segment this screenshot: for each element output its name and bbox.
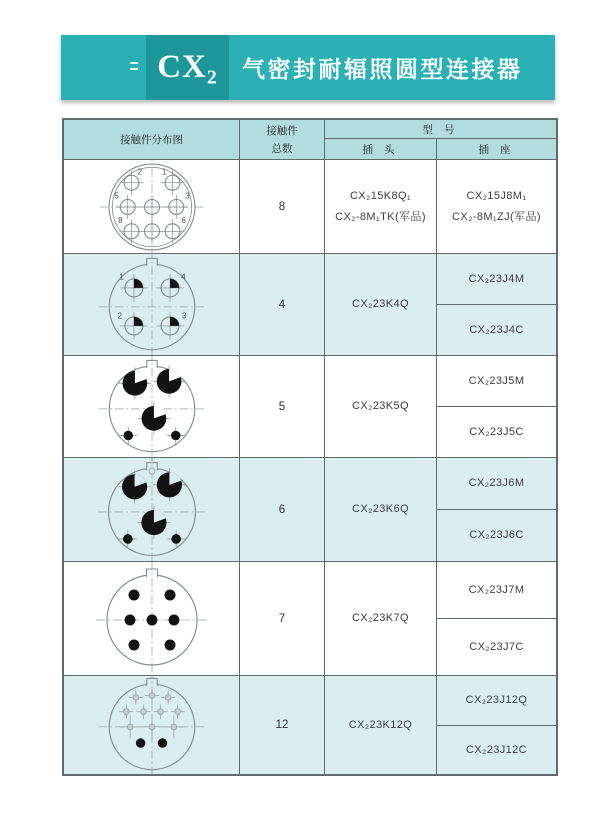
svg-text:1: 1 [118,271,124,281]
socket-model: CX₂23J5M [437,356,556,407]
header-band [61,35,555,100]
socket-model-cell [437,458,556,561]
header-model-split [325,139,556,159]
connector-diagram-6pin [94,458,210,561]
diagram-cell [64,676,240,774]
socket-model: CX₂23J4M [437,254,556,305]
diagram-cell [64,458,240,561]
page-title: 气密封耐辐照圆型连接器 [242,56,523,82]
table-header [64,120,556,160]
svg-text:3: 3 [181,310,187,320]
plug-model-cell [325,160,437,253]
contact-count: 4 [240,254,325,355]
socket-model-cell [437,356,556,457]
contact-count: 6 [240,458,325,561]
plug-model: CX₂23K6Q [325,458,437,561]
plug-model: CX₂15K8Q₁ [349,189,412,202]
socket-model: CX₂23J7M [437,562,556,619]
product-code-box [146,35,229,100]
contact-count: 5 [240,356,325,457]
header-contact-line2: 总数 [271,143,293,155]
product-code: CX₂ [157,49,218,85]
plug-model: CX₂-8M₁TK(军品) [335,211,426,223]
diagram-cell [64,160,240,253]
contact-count: 8 [240,160,325,253]
connector-diagram-7pin [92,562,212,675]
socket-model: CX₂23J6M [437,458,556,510]
socket-model: CX₂23J12C [465,743,528,756]
header-model-group [325,120,556,159]
header-model: 型 号 [325,120,556,139]
socket-model: CX₂15J8M₁ [466,189,527,202]
socket-model: CX₂-8M₁ZJ(军品) [452,211,541,223]
decor-dash-icon [130,62,138,74]
connector-diagram-5pin [95,356,209,457]
header-socket: 插 座 [478,143,515,156]
diagram-cell [64,254,240,355]
socket-model-cell [437,676,556,774]
svg-text:4: 4 [180,271,186,281]
diagram-cell [64,356,240,457]
plug-model: CX₂23K7Q [325,562,437,675]
svg-text:2: 2 [137,166,142,176]
header-plug: 插 头 [325,139,437,159]
connector-diagram-8pin [96,160,208,253]
header-contact-line1: 接触件 [266,125,298,137]
table-row [64,356,556,458]
svg-text:3: 3 [184,191,190,201]
socket-model: CX₂23J7C [469,640,524,653]
table-row [64,254,556,356]
svg-text:6: 6 [181,215,186,225]
svg-text:5: 5 [113,191,119,201]
connector-diagram-4pin [95,254,209,355]
plug-model: CX₂23K4Q [325,254,437,355]
plug-model: CX₂23K5Q [325,356,437,457]
plug-model: CX₂23K12Q [325,676,437,774]
table-row [64,160,556,254]
header-contact-count [240,120,325,159]
socket-model-cell [437,254,556,355]
contact-count: 12 [240,676,325,774]
table-row [64,562,556,676]
table-row [64,676,556,774]
header-diagram: 接触件分布图 [64,120,240,159]
connector-diagram-12pin [95,676,209,774]
diagram-cell [64,562,240,675]
table-row [64,458,556,562]
spec-table [62,118,558,776]
socket-model: CX₂23J5C [469,425,524,438]
socket-model: CX₂23J12Q [437,676,556,726]
svg-text:2: 2 [116,310,122,320]
svg-text:1: 1 [161,166,166,176]
socket-model-cell [437,160,556,253]
socket-model-cell [437,562,556,675]
svg-text:8: 8 [117,215,122,225]
contact-count: 7 [240,562,325,675]
socket-model: CX₂23J4C [469,323,524,336]
socket-model: CX₂23J6C [469,529,524,542]
